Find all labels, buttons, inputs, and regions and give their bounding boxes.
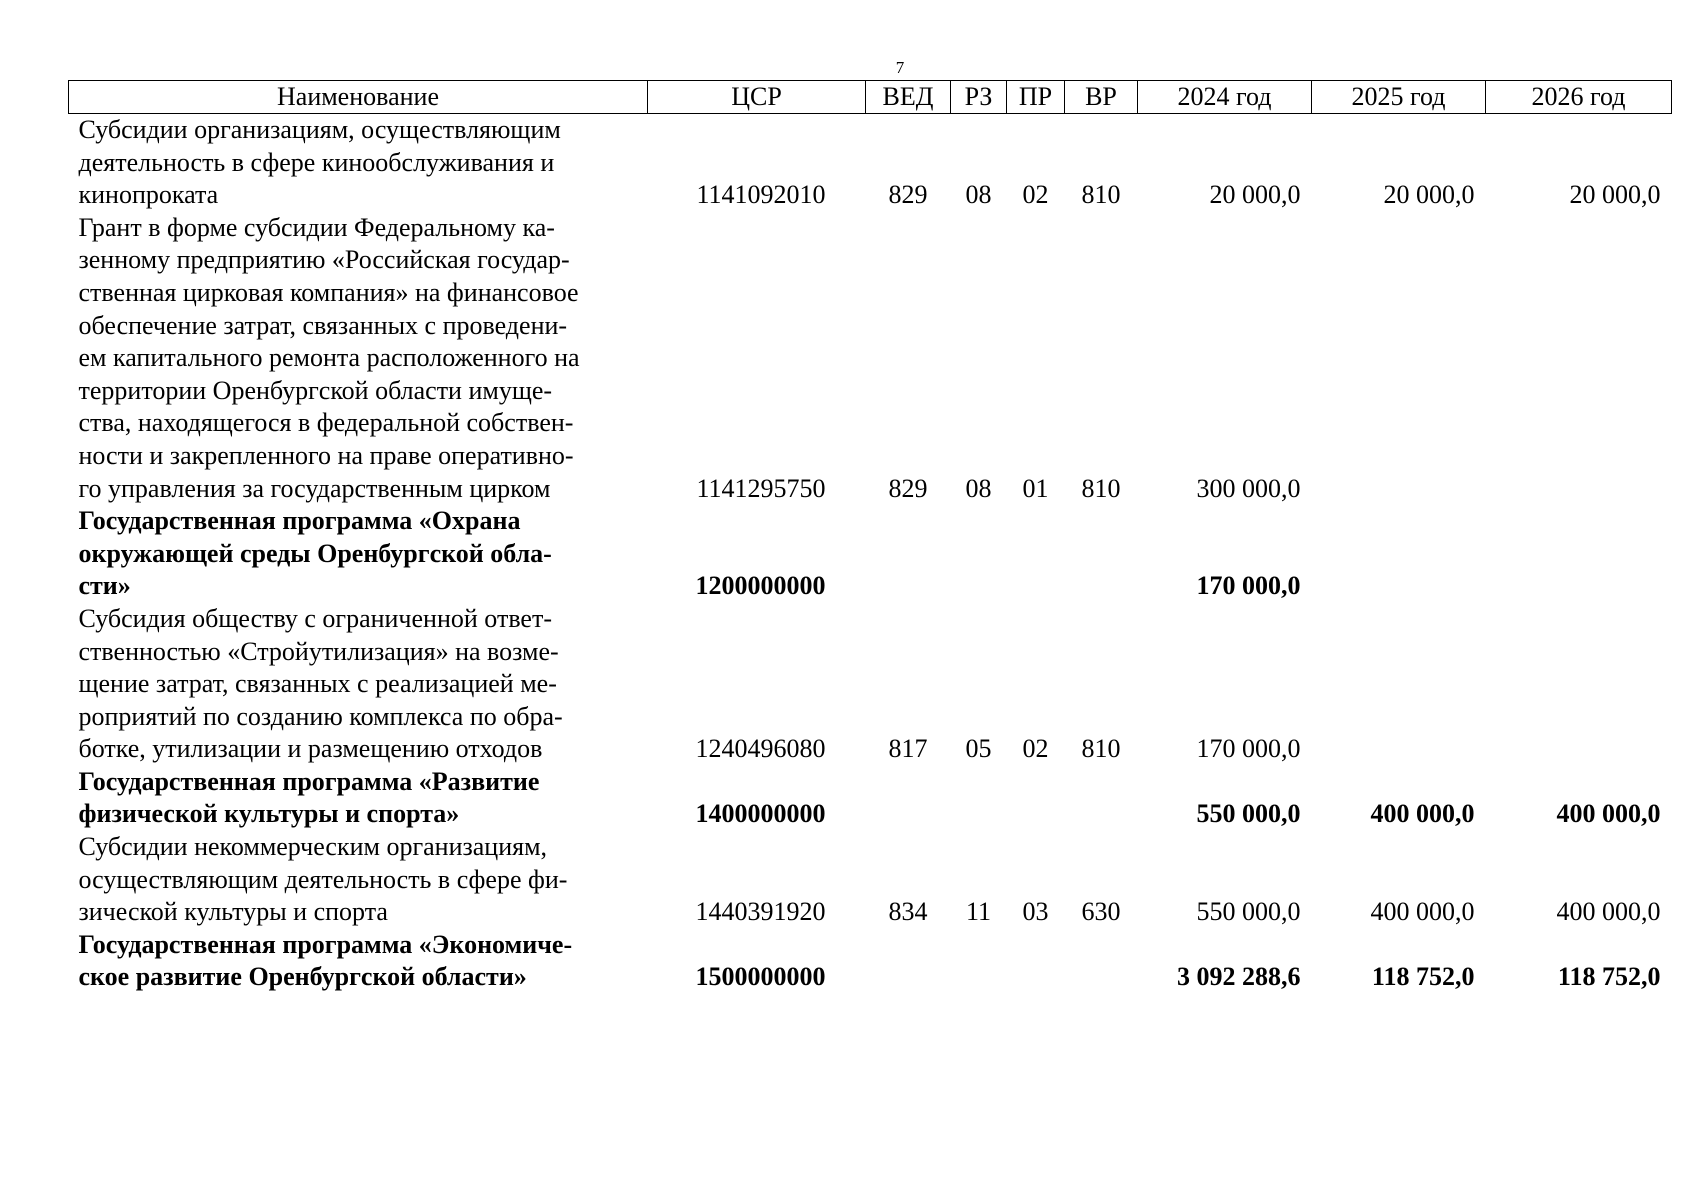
cell-csr: 1400000000	[695, 799, 826, 829]
cell-2026: 400 000,0	[1556, 799, 1661, 829]
cell-ved: 829	[888, 473, 928, 503]
table-header	[69, 81, 1672, 114]
cell-2025	[1312, 603, 1486, 766]
cell-pr	[1007, 505, 1065, 603]
cell-pr	[1007, 766, 1065, 831]
header-2026: 2026 год	[1486, 81, 1672, 114]
cell-2026	[1486, 603, 1672, 766]
header-2025: 2025 год	[1312, 81, 1486, 114]
name-line: ства, находящегося в федеральной собствен-	[78, 408, 574, 438]
cell-name	[69, 766, 648, 831]
table-row	[69, 505, 1672, 603]
name-line: ственностью «Стройутилизация» на возме-	[78, 636, 559, 666]
cell-name	[69, 929, 648, 994]
cell-csr: 1200000000	[695, 571, 826, 601]
cell-vr: 630	[1081, 897, 1121, 927]
cell-pr: 02	[1022, 734, 1049, 764]
cell-ved: 834	[888, 897, 928, 927]
cell-name	[69, 114, 648, 212]
table-row	[69, 831, 1672, 929]
cell-vr	[1065, 505, 1138, 603]
cell-rz: 08	[965, 180, 992, 210]
name-line: роприятий по созданию комплекса по обра-	[78, 701, 563, 731]
cell-pr	[1007, 929, 1065, 994]
cell-csr: 1500000000	[695, 962, 826, 992]
cell-name	[69, 831, 648, 929]
cell-2024: 300 000,0	[1196, 473, 1301, 503]
cell-2024: 3 092 288,6	[1177, 962, 1301, 992]
header-ved: ВЕД	[866, 81, 951, 114]
cell-rz: 05	[965, 734, 992, 764]
cell-pr: 02	[1022, 180, 1049, 210]
header-rz: РЗ	[951, 81, 1007, 114]
table-row	[69, 114, 1672, 212]
name-line: ственная цирковая компания» на финансовое	[78, 277, 579, 307]
name-line: осуществляющим деятельность в сфере фи-	[78, 864, 568, 894]
cell-2025: 400 000,0	[1370, 799, 1475, 829]
cell-rz: 08	[965, 473, 992, 503]
cell-2026: 20 000,0	[1569, 180, 1661, 210]
name-line: Субсидии организациям, осуществляющим	[78, 115, 561, 144]
name-line: ности и закрепленного на праве оперативно-	[78, 440, 574, 470]
table-body	[69, 114, 1672, 995]
budget-table	[68, 80, 1672, 994]
cell-2025	[1312, 505, 1486, 603]
cell-csr: 1141295750	[696, 473, 826, 503]
header-2024: 2024 год	[1138, 81, 1312, 114]
name-line: зической культуры и спорта	[78, 897, 388, 927]
cell-2024: 170 000,0	[1196, 734, 1301, 764]
name-line: окружающей среды Оренбургской обла-	[78, 538, 552, 568]
cell-2025: 20 000,0	[1383, 180, 1475, 210]
table-row	[69, 212, 1672, 505]
name-line: го управления за государственным цирком	[78, 473, 551, 503]
name-line: зенному предприятию «Российская государ-	[78, 245, 570, 275]
cell-pr: 03	[1022, 897, 1049, 927]
table-row	[69, 929, 1672, 994]
cell-2026: 400 000,0	[1556, 897, 1661, 927]
name-line: кинопроката	[78, 180, 219, 210]
cell-rz	[951, 505, 1007, 603]
cell-vr: 810	[1081, 734, 1121, 764]
cell-ved	[866, 505, 951, 603]
name-line: деятельность в сфере кинообслуживания и	[78, 147, 555, 177]
cell-pr: 01	[1022, 473, 1049, 503]
page-number: 7	[895, 58, 905, 77]
cell-vr: 810	[1081, 180, 1121, 210]
header-name: Наименование	[69, 81, 648, 114]
name-line: ем капитального ремонта расположенного на	[78, 343, 580, 373]
cell-vr	[1065, 766, 1138, 831]
name-line: Грант в форме субсидии Федеральному ка-	[78, 212, 555, 242]
name-line: ботке, утилизации и размещению отходов	[78, 734, 543, 764]
name-line: ское развитие Оренбургской области»	[78, 962, 527, 992]
name-line: Субсидия обществу с ограниченной ответ-	[78, 603, 552, 633]
cell-name	[69, 505, 648, 603]
cell-ved: 829	[888, 180, 928, 210]
name-line: Государственная программа «Охрана	[78, 506, 521, 536]
header-pr: ПР	[1007, 81, 1065, 114]
header-vr: ВР	[1065, 81, 1138, 114]
cell-ved	[866, 929, 951, 994]
cell-2025	[1312, 212, 1486, 505]
cell-name	[69, 603, 648, 766]
cell-rz: 11	[965, 897, 992, 927]
cell-2025: 118 752,0	[1371, 962, 1475, 992]
cell-2024: 550 000,0	[1196, 897, 1301, 927]
name-line: территории Оренбургской области имуще-	[78, 375, 553, 405]
cell-vr: 810	[1081, 473, 1121, 503]
cell-csr: 1440391920	[695, 897, 826, 927]
cell-2025: 400 000,0	[1370, 897, 1475, 927]
cell-2024: 170 000,0	[1196, 571, 1301, 601]
name-line: щение затрат, связанных с реализацией ме-	[78, 669, 557, 699]
table-row	[69, 603, 1672, 766]
cell-csr: 1240496080	[695, 734, 826, 764]
cell-ved: 817	[888, 734, 928, 764]
cell-name	[69, 212, 648, 505]
name-line: физической культуры и спорта»	[78, 799, 460, 829]
cell-ved	[866, 766, 951, 831]
cell-rz	[951, 929, 1007, 994]
header-row	[69, 81, 1672, 114]
cell-2024: 20 000,0	[1209, 180, 1301, 210]
cell-2024: 550 000,0	[1196, 799, 1301, 829]
cell-vr	[1065, 929, 1138, 994]
name-line: Государственная программа «Развитие	[78, 766, 540, 796]
table-row	[69, 766, 1672, 831]
cell-2026	[1486, 212, 1672, 505]
name-line: сти»	[78, 571, 131, 601]
cell-rz	[951, 766, 1007, 831]
header-csr: ЦСР	[648, 81, 866, 114]
name-line: обеспечение затрат, связанных с проведени-	[78, 310, 568, 340]
cell-2026: 118 752,0	[1557, 962, 1661, 992]
cell-2026	[1486, 505, 1672, 603]
name-line: Государственная программа «Экономиче-	[78, 929, 573, 959]
name-line: Субсидии некоммерческим организациям,	[78, 832, 548, 862]
cell-csr: 1141092010	[696, 180, 826, 210]
